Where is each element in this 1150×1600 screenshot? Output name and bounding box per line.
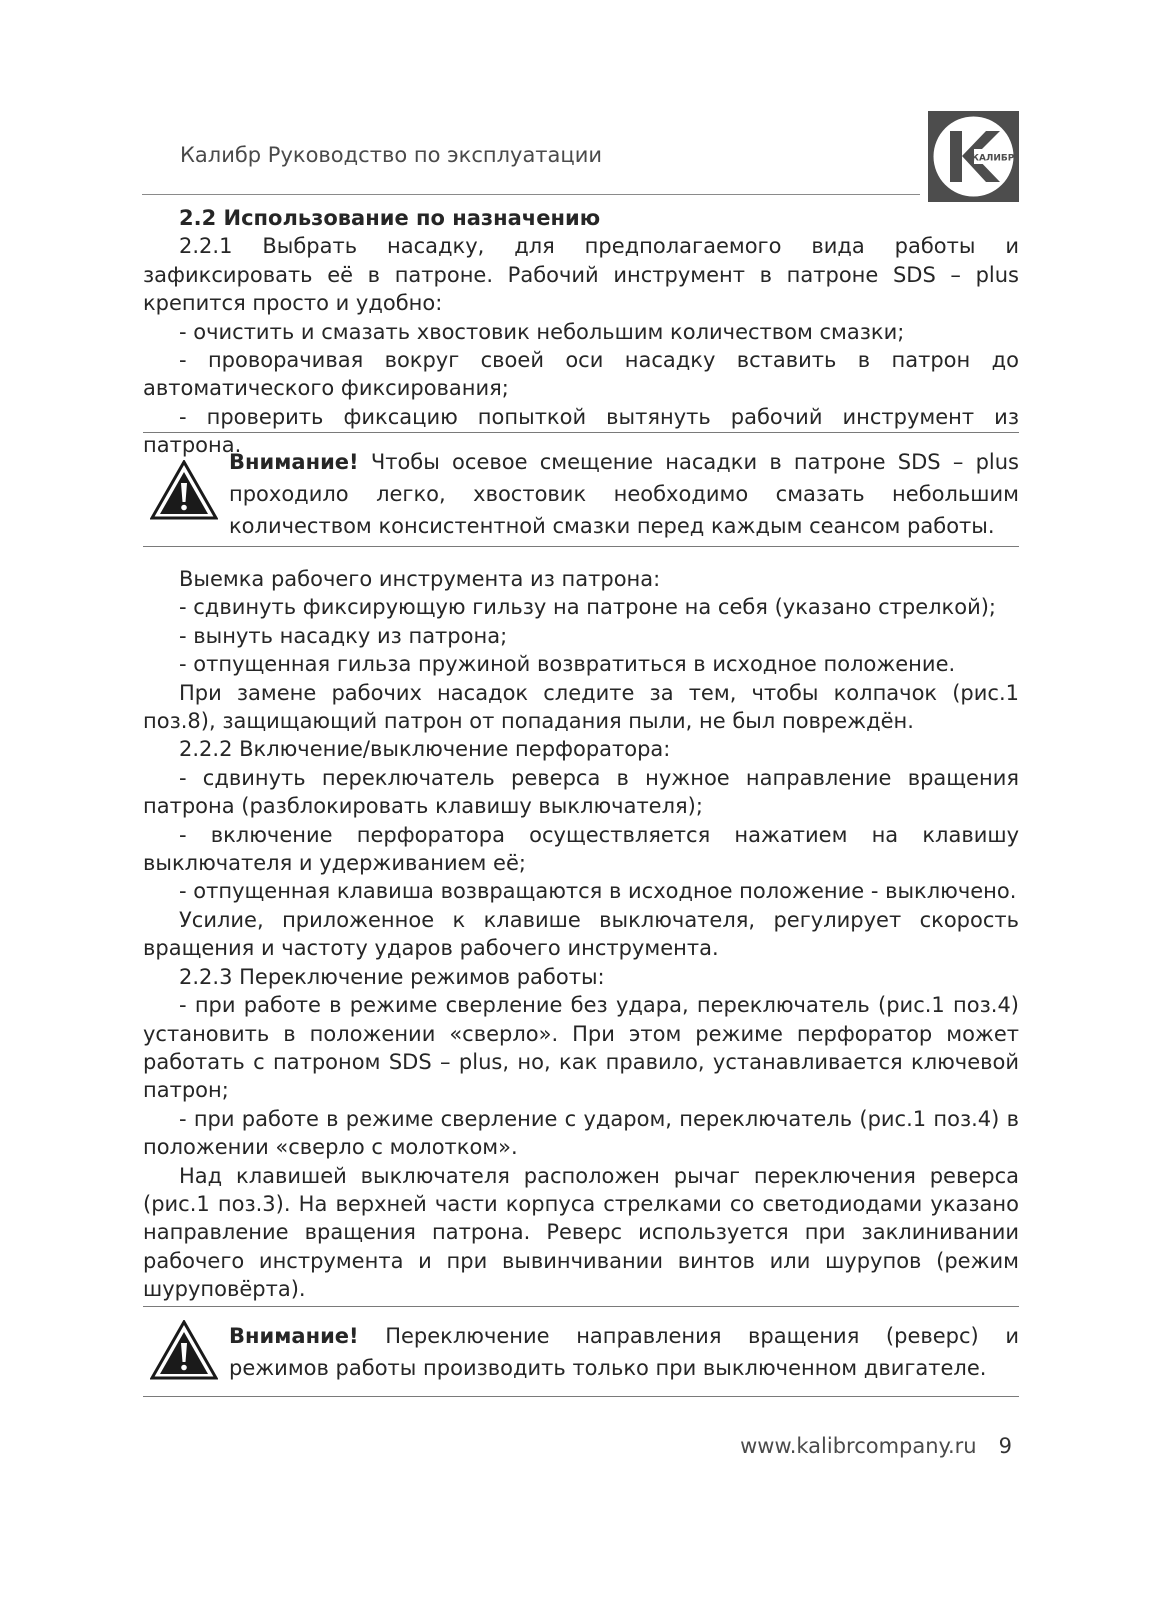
warning-triangle-icon <box>150 460 218 520</box>
paragraph: - вынуть насадку из патрона; <box>179 623 508 648</box>
paragraph: Усилие, приложенное к клавише выключателя, регулирует скорость вращения и частоту ударов рабочего инструмента. <box>143 907 1019 961</box>
warning-box <box>229 1320 1019 1384</box>
warning-triangle-icon <box>150 1320 218 1380</box>
page-number: 9 <box>998 1434 1012 1458</box>
paragraph: - отпущенная гильза пружиной возвратиться в исходное положение. <box>179 652 956 677</box>
kalibr-logo-icon <box>928 111 1019 202</box>
warning-divider-top <box>143 432 1019 433</box>
paragraph: - сдвинуть фиксирующую гильзу на патроне на себя (указано стрелкой); <box>179 595 996 620</box>
paragraph: 2.2.1 Выбрать насадку, для предполагаемого вида работы и зафиксировать её в патроне. Рабочий инструмент в патроне SDS – plus крепится просто и удобно: <box>143 234 1019 316</box>
paragraph: - включение перфоратора осуществляется нажатием на клавишу выключателя и удерживанием её; <box>143 822 1019 876</box>
page-header-title: Калибр Руководство по эксплуатации <box>180 143 602 167</box>
paragraph: - отпущенная клавиша возвращаются в исходное положение - выключено. <box>179 879 1017 904</box>
warning-divider-top <box>143 1306 1019 1307</box>
paragraph: При замене рабочих насадок следите за тем, чтобы колпачок (рис.1 поз.8), защищающий патрон от попадания пыли, не был повреждён. <box>143 680 1019 734</box>
paragraph: 2.2.2 Включение/выключение перфоратора: <box>179 737 671 762</box>
header-divider <box>142 194 920 195</box>
warning-divider-bottom <box>143 546 1019 547</box>
paragraph: 2.2.3 Переключение режимов работы: <box>179 964 605 989</box>
warning-label: Внимание! <box>229 450 359 474</box>
warning-label: Внимание! <box>229 1324 359 1348</box>
paragraph: - сдвинуть переключатель реверса в нужное направление вращения патрона (разблокировать клавишу выключателя); <box>143 765 1019 819</box>
logo-text: КАЛИБР <box>971 153 1015 164</box>
warning-divider-bottom <box>143 1396 1019 1397</box>
paragraph: - при работе в режиме сверление с ударом, переключатель (рис.1 поз.4) в положении «сверло с молотком». <box>143 1106 1019 1160</box>
section-heading: 2.2 Использование по назначению <box>179 206 601 230</box>
paragraph: - проверить фиксацию попыткой вытянуть рабочий инструмент из патрона. <box>143 404 1019 458</box>
page-footer <box>740 1434 1012 1458</box>
warning-text: Переключение направления вращения (реверс) и режимов работы производить только при выключенном двигателе. <box>229 1324 1019 1380</box>
paragraph: Выемка рабочего инструмента из патрона: <box>179 567 661 591</box>
section-usage <box>143 204 1019 460</box>
paragraph: - проворачивая вокруг своей оси насадку вставить в патрон до автоматического фиксирования; <box>143 348 1019 401</box>
section-operation <box>143 565 1019 1304</box>
paragraph: - при работе в режиме сверление без удара, переключатель (рис.1 поз.4) установить в положении «сверло». При этом режиме перфоратор может работать с патроном SDS – plus, но, как правило, устанавливается ключевой патрон; <box>143 993 1019 1103</box>
footer-url[interactable]: www.kalibrcompany.ru <box>740 1434 977 1458</box>
warning-box <box>229 446 1019 542</box>
paragraph: Над клавишей выключателя расположен рычаг переключения реверса (рис.1 поз.3). На верхней части корпуса стрелками со светодиодами указано направление вращения патрона. Реверс используется при заклинивании рабочего инструмента и при вывинчивании винтов или шурупов (режим шуруповёрта). <box>143 1163 1019 1302</box>
paragraph: - очистить и смазать хвостовик небольшим количеством смазки; <box>179 319 905 344</box>
warning-text: Чтобы осевое смещение насадки в патроне SDS – plus проходило легко, хвостовик необходимо смазать небольшим количеством консистентной смазки перед каждым сеансом работы. <box>229 450 1019 538</box>
